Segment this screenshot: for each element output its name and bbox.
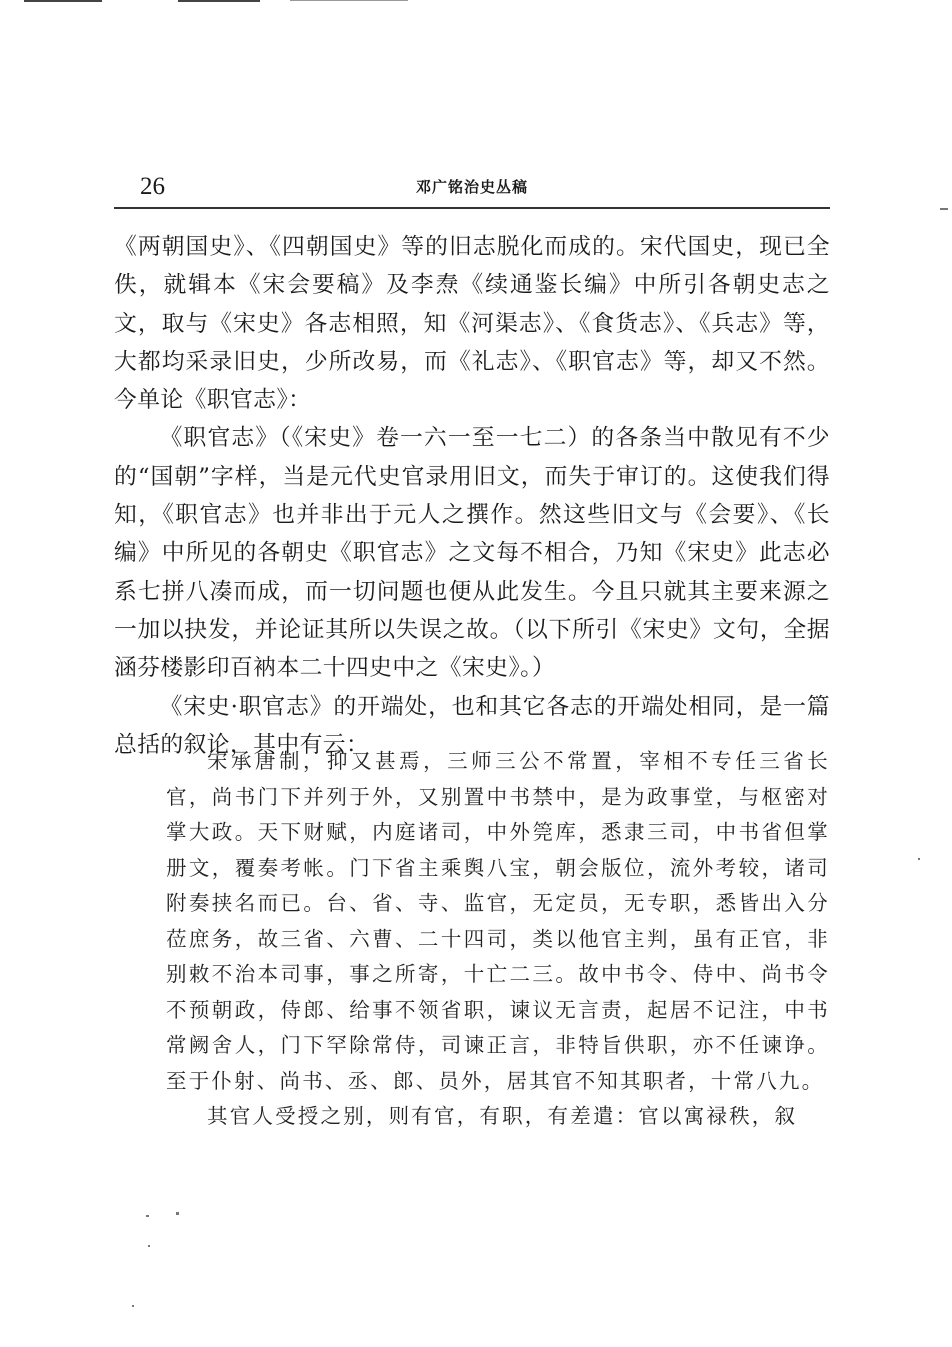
scan-speck	[132, 1305, 134, 1307]
header-rule	[114, 207, 830, 209]
paragraph-continuation: 《两朝国史》、《四朝国史》等的旧志脱化而成的。宋代国史，现已全佚，就辑本《宋会要稿》及李焘《续通鉴长编》中所引各朝史志之文，取与《宋史》各志相照，知《河渠志》、《食货志》、《兵志》等，大都均采录旧史，少所改易，而《礼志》、《职官志》等，却又不然。今单论《职官志》：	[114, 234, 830, 414]
main-text	[114, 228, 830, 764]
scan-speck	[146, 1215, 149, 1217]
paragraph: 《宋史·职官志》的开端处，也和其它各志的开端处相同，是一篇总括的叙论，其中有云：	[114, 693, 830, 758]
scan-edge-mark	[24, 0, 102, 2]
scan-speck	[148, 1245, 150, 1247]
quote-paragraph: 宋承唐制，抑又甚焉，三师三公不常置，宰相不专任三省长官，尚书门下并列于外，又别置中书禁中，是为政事堂，与枢密对掌大政。天下财赋，内庭诸司，中外筦库，悉隶三司，中书省但掌册文，覆奏考帐。门下省主乘舆八宝，朝会版位，流外考较，诸司附奏挟名而已。台、省、寺、监官，无定员，无专职，悉皆出入分莅庶务，故三省、六曹、二十四司，类以他官主判，虽有正官，非别敕不治本司事，事之所寄，十亡二三。故中书令、侍中、尚书令不预朝政，侍郎、给事不领省职，谏议无言责，起居不记注，中书常阙舍人，门下罕除常侍，司谏正言，非特旨供职，亦不任谏诤。至于仆射、尚书、丞、郎、员外，居其官不知其职者，十常八九。	[166, 749, 830, 1093]
block-quotation	[166, 744, 830, 1135]
paragraph: 《职官志》（《宋史》卷一六一至一七二）的各条当中散见有不少的“国朝”字样，当是元代史官录用旧文，而失于审订的。这使我们得知，《职官志》也并非出于元人之撰作。然这些旧文与《会要》、《长编》中所见的各朝史《职官志》之文每不相合，乃知《宋史》此志必系七拼八凑而成，而一切问题也便从此发生。今且只就其主要来源之一加以抉发，并论证其所以失误之故。（以下所引《宋史》文句，全据涵芬楼影印百衲本二十四史中之《宋史》。）	[114, 425, 830, 682]
page-header	[114, 172, 830, 202]
scan-speck	[176, 1212, 179, 1215]
scan-speck	[940, 208, 948, 210]
running-title: 邓广铭治史丛稿	[415, 178, 528, 196]
scan-edge-mark	[290, 0, 408, 1]
scan-edge-mark	[178, 0, 260, 2]
quote-paragraph: 其官人受授之别，则有官，有职，有差遣：官以寓禄秩，叙	[207, 1104, 798, 1128]
page-number: 26	[140, 173, 165, 200]
scan-speck	[918, 858, 920, 860]
